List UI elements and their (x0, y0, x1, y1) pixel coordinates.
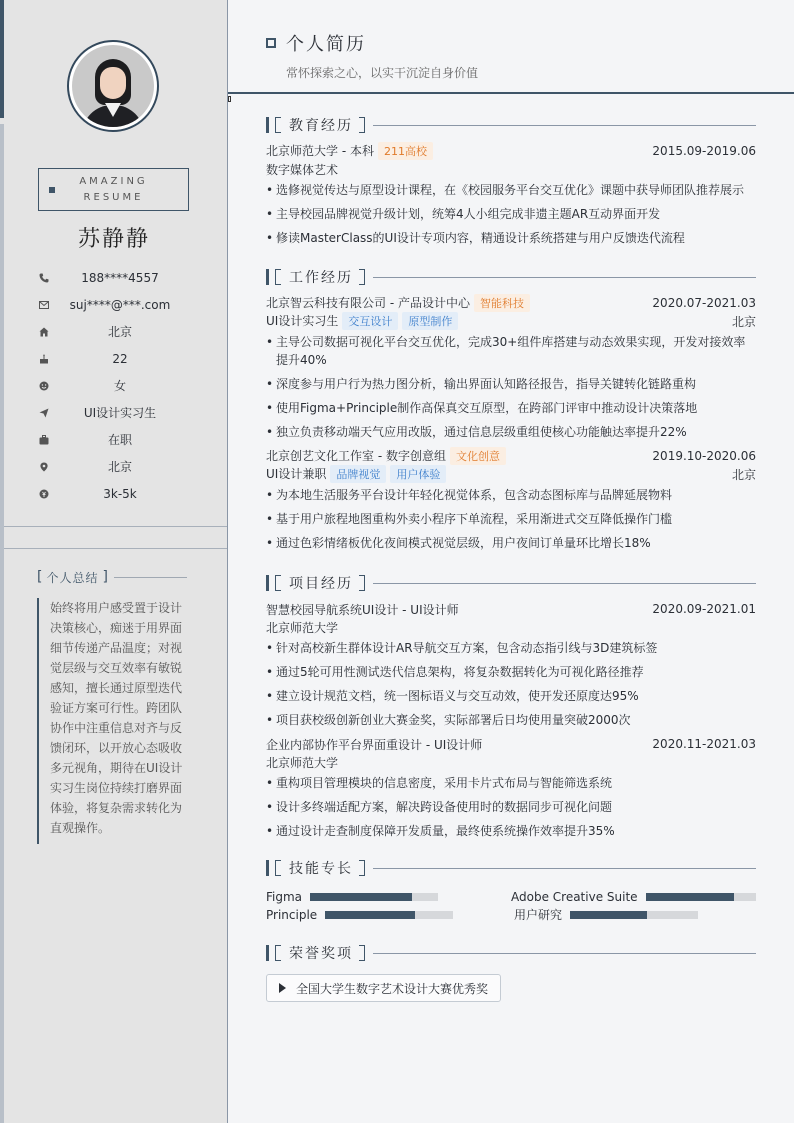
section-heading (266, 859, 756, 877)
summary-text: 始终将用户感受置于设计决策核心，痴迷于用界面细节传递产品温度；对视觉层级与交互效率有敏锐感知，擅长通过原型迭代验证方案可行性。跨团队协作中注重信息对齐与反馈闭环，以开放心态吸收多元视角，期待在UI设计实习生岗位持续打磨界面体验，将复杂需求转化为直观操作。 (37, 598, 187, 844)
salary-icon (38, 488, 50, 500)
summary-heading: [ 个人总结 ] (37, 569, 187, 585)
skill-name: Adobe Creative Suite (511, 889, 638, 904)
project-org: 北京师范大学 (266, 755, 339, 770)
skill-bar-fill (570, 911, 647, 919)
candidate-name: 苏静静 (77, 227, 150, 252)
list-item: • 深度参与用户行为热力图分析，输出界面认知路径报告，指导关键转化链路重构 (266, 375, 756, 393)
skill-name: Figma (266, 889, 303, 904)
project-bullets (266, 639, 756, 729)
project-name: 企业内部协作平台界面重设计 - UI设计师 (266, 737, 483, 752)
title-square-icon (266, 38, 276, 48)
badge-line-1: AMAZING (79, 176, 148, 187)
skill-name: Principle (266, 907, 318, 922)
skills-section (266, 859, 756, 922)
badge-line-2: RESUME (83, 192, 144, 203)
triangle-right-icon (279, 983, 286, 993)
job-city: 北京 (731, 467, 756, 482)
info-value: 女 (113, 379, 126, 393)
briefcase-icon (38, 434, 50, 446)
header-marker (228, 96, 231, 102)
badge-square-icon (49, 187, 55, 193)
avatar (67, 40, 159, 132)
email-icon (38, 299, 50, 311)
project-header (266, 735, 756, 753)
skill-item (266, 907, 511, 922)
skill-item (511, 907, 756, 922)
list-item: • 项目获校级创新创业大赛金奖，实际部署后日均使用量突破2000次 (266, 711, 756, 729)
list-item: • 选修视觉传达与原型设计课程，在《校园服务平台交互优化》课题中获导师团队推荐展示 (266, 181, 756, 199)
section-heading (266, 944, 756, 962)
skill-tag: 用户体验 (390, 465, 446, 483)
list-item: • 为本地生活服务平台设计年轻化视觉体系，包含动态图标库与品牌延展物料 (266, 486, 756, 504)
job-header (266, 447, 756, 465)
sidebar-edge-line (0, 124, 4, 1123)
sidebar-accent-bar (0, 0, 4, 118)
location-icon (38, 461, 50, 473)
company-name: 北京创艺文化工作室 - 数字创意组 (266, 449, 446, 463)
job-role: UI设计实习生 (266, 314, 339, 328)
industry-tag: 智能科技 (474, 294, 530, 312)
section-title: 工作经历 (289, 270, 353, 286)
personal-info-list (38, 264, 190, 507)
section-heading (266, 116, 756, 134)
job-role-row (266, 465, 756, 483)
info-location (38, 453, 190, 480)
job-role-row (266, 312, 756, 330)
info-value: 188****4557 (81, 270, 159, 285)
list-item: • 重构项目管理模块的信息密度，采用卡片式布局与智能筛选系统 (266, 774, 756, 792)
cake-icon (38, 353, 50, 365)
sidebar (0, 0, 228, 1123)
job-header (266, 294, 756, 312)
education-entry-header (266, 142, 756, 160)
list-item: • 建立设计规范文档，统一图标语义与交互动效，使开发还原度达95% (266, 687, 756, 705)
education-major-row (266, 160, 756, 178)
skill-bar-fill (325, 911, 415, 919)
project-bullets (266, 774, 756, 840)
company-name: 北京智云科技有限公司 - 产品设计中心 (266, 296, 470, 310)
job-bullets (266, 486, 756, 552)
project-date: 2020.11-2021.03 (652, 737, 756, 751)
skill-name: 用户研究 (514, 908, 563, 922)
info-value: UI设计实习生 (83, 406, 157, 420)
summary-title: 个人总结 (46, 570, 99, 585)
section-title: 教育经历 (289, 118, 353, 134)
school-tag: 211高校 (378, 142, 433, 160)
home-icon (38, 326, 50, 338)
page-subtitle: 常怀探索之心，以实干沉淀自身价值 (286, 66, 479, 80)
education-date: 2015.09-2019.06 (652, 144, 756, 158)
skill-item (511, 889, 756, 904)
info-age (38, 345, 190, 372)
send-icon (38, 407, 50, 419)
skill-item (266, 889, 511, 904)
section-heading (266, 268, 756, 286)
list-item: • 使用Figma+Principle制作高保真交互原型，在跨部门评审中推动设计决策落地 (266, 399, 756, 417)
job-role: UI设计兼职 (266, 467, 327, 481)
projects-section (266, 574, 756, 846)
section-title: 项目经历 (289, 576, 353, 592)
sidebar-divider (4, 526, 227, 527)
list-item: • 基于用户旅程地图重构外卖小程序下单流程，采用渐进式交互降低操作门槛 (266, 510, 756, 528)
amazing-resume-badge (38, 168, 189, 211)
job-date: 2020.07-2021.03 (652, 296, 756, 310)
info-value: suj****@***.com (69, 297, 171, 312)
list-item: • 主导校园品牌视觉升级计划，统筹4人小组完成非遗主题AR互动界面开发 (266, 205, 756, 223)
info-position (38, 399, 190, 426)
work-section (266, 268, 756, 558)
project-org: 北京师范大学 (266, 620, 339, 635)
skill-tag: 交互设计 (342, 312, 398, 330)
skill-bar-fill (310, 893, 412, 901)
header-rule (228, 92, 794, 94)
info-status (38, 426, 190, 453)
info-value: 北京 (107, 325, 132, 339)
section-heading (266, 574, 756, 592)
major: 数字媒体艺术 (266, 162, 339, 177)
skill-bar (570, 911, 698, 919)
skill-tag: 品牌视觉 (330, 465, 386, 483)
list-item: • 主导公司数据可视化平台交互优化，完成30+组件库搭建与动态效果实现，开发对接效率提升40% (266, 333, 756, 369)
info-phone (38, 264, 190, 291)
project-org-row (266, 618, 756, 636)
skill-bar-fill (646, 893, 734, 901)
list-item: • 设计多终端适配方案，解决跨设备使用时的数据同步可视化问题 (266, 798, 756, 816)
project-date: 2020.09-2021.01 (652, 602, 756, 616)
honors-section (266, 944, 756, 1002)
info-gender (38, 372, 190, 399)
skill-bar (325, 911, 453, 919)
skill-bar (646, 893, 756, 901)
industry-tag: 文化创意 (450, 447, 506, 465)
job-bullets (266, 333, 756, 441)
skill-tag: 原型制作 (402, 312, 458, 330)
list-item: • 针对高校新生群体设计AR导航交互方案，包含动态指引线与3D建筑标签 (266, 639, 756, 657)
job-date: 2019.10-2020.06 (652, 449, 756, 463)
section-title: 荣誉奖项 (289, 946, 353, 962)
info-salary (38, 480, 190, 507)
list-item: • 通过5轮可用性测试迭代信息架构，将复杂数据转化为可视化路径推荐 (266, 663, 756, 681)
info-home (38, 318, 190, 345)
sidebar-divider (4, 548, 227, 549)
phone-icon (38, 272, 50, 284)
project-org-row (266, 753, 756, 771)
info-value: 3k-5k (103, 486, 137, 501)
list-item: • 修读MasterClass的UI设计专项内容，精通设计系统搭建与用户反馈迭代流程 (266, 229, 756, 247)
list-item: • 通过色彩情绪板优化夜间模式视觉层级，用户夜间订单量环比增长18% (266, 534, 756, 552)
school-name: 北京师范大学 - 本科 (266, 144, 374, 158)
job-city: 北京 (731, 314, 756, 329)
award-item (266, 974, 501, 1002)
avatar-photo (72, 45, 154, 127)
project-header (266, 600, 756, 618)
info-value: 22 (112, 351, 128, 366)
section-title: 技能专长 (289, 861, 353, 877)
face-icon (38, 380, 50, 392)
award-name: 全国大学生数字艺术设计大赛优秀奖 (296, 981, 489, 996)
list-item: • 通过设计走查制度保障开发质量，最终使系统操作效率提升35% (266, 822, 756, 840)
info-email (38, 291, 190, 318)
project-name: 智慧校园导航系统UI设计 - UI设计师 (266, 602, 459, 617)
info-value: 北京 (107, 460, 132, 474)
skills-grid (266, 889, 756, 922)
list-item: • 独立负责移动端天气应用改版，通过信息层级重组使核心功能触达率提升22% (266, 423, 756, 441)
education-section (266, 116, 756, 253)
page-title: 个人简历 (286, 34, 366, 55)
info-value: 在职 (107, 433, 132, 447)
skill-bar (310, 893, 438, 901)
education-bullets (266, 181, 756, 247)
